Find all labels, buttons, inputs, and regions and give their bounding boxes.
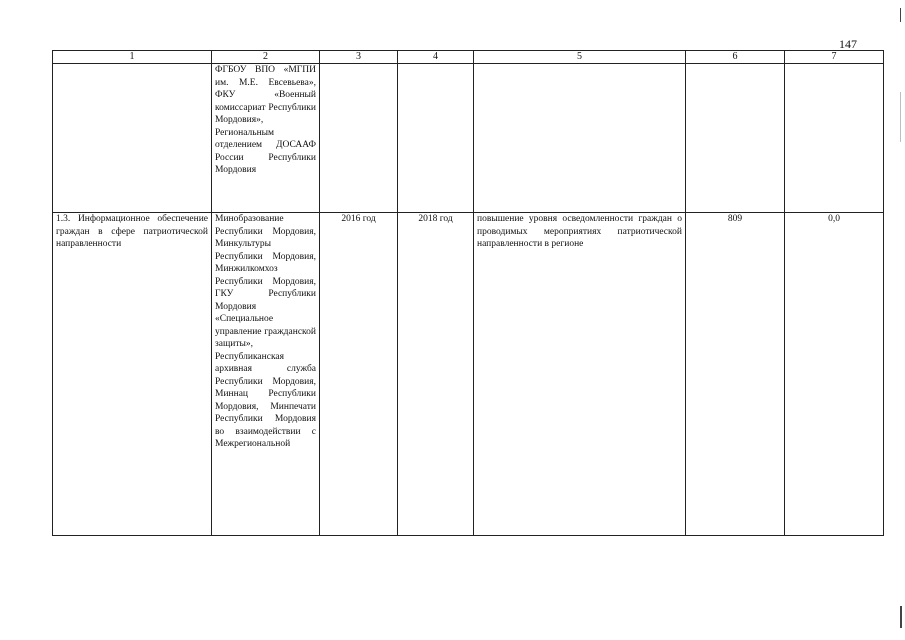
cell-col7 — [785, 64, 884, 213]
header-col-4: 4 — [398, 51, 474, 64]
cell-col6: 809 — [686, 213, 785, 536]
cell-expected-result — [474, 64, 686, 213]
header-col-3: 3 — [320, 51, 398, 64]
cell-start-year: 2016 год — [320, 213, 398, 536]
scan-edge-mark — [900, 606, 902, 628]
table-row — [53, 64, 884, 213]
cell-item: 1.3. Информационное обеспечение граждан в сфере патриотической направленности — [53, 213, 212, 536]
header-row — [53, 51, 884, 64]
header-col-7: 7 — [785, 51, 884, 64]
table-row — [53, 213, 884, 536]
cell-start-year — [320, 64, 398, 213]
header-col-1: 1 — [53, 51, 212, 64]
cell-item — [53, 64, 212, 213]
header-col-2: 2 — [212, 51, 320, 64]
scan-edge-mark — [900, 8, 901, 22]
program-table — [52, 50, 884, 536]
page-number: 147 — [839, 37, 857, 51]
cell-col7: 0,0 — [785, 213, 884, 536]
cell-col6 — [686, 64, 785, 213]
cell-executors: ФГБОУ ВПО «МГПИ им. М.Е. Евсевьева», ФКУ «Военный комиссариат Республики Мордовия», Региональным отделением ДОСААФ России Республики Мордовия — [212, 64, 320, 213]
header-col-5: 5 — [474, 51, 686, 64]
scan-edge-mark — [900, 92, 901, 142]
cell-executors: Минобразование Республики Мордовия, Минкультуры Республики Мордовия, Минжилкомхоз Республики Мордовия, ГКУ Республики Мордовия «Специальное управление гражданской защиты», Республиканская архивная служба Республики Мордовия, Миннац Республики Мордовия, Минпечати Республики Мордовия во взаимодействии с Межрегиональной — [212, 213, 320, 536]
cell-expected-result: повышение уровня осведомленности граждан о проводимых мероприятиях патриотической направленности в регионе — [474, 213, 686, 536]
cell-end-year — [398, 64, 474, 213]
header-col-6: 6 — [686, 51, 785, 64]
cell-end-year: 2018 год — [398, 213, 474, 536]
